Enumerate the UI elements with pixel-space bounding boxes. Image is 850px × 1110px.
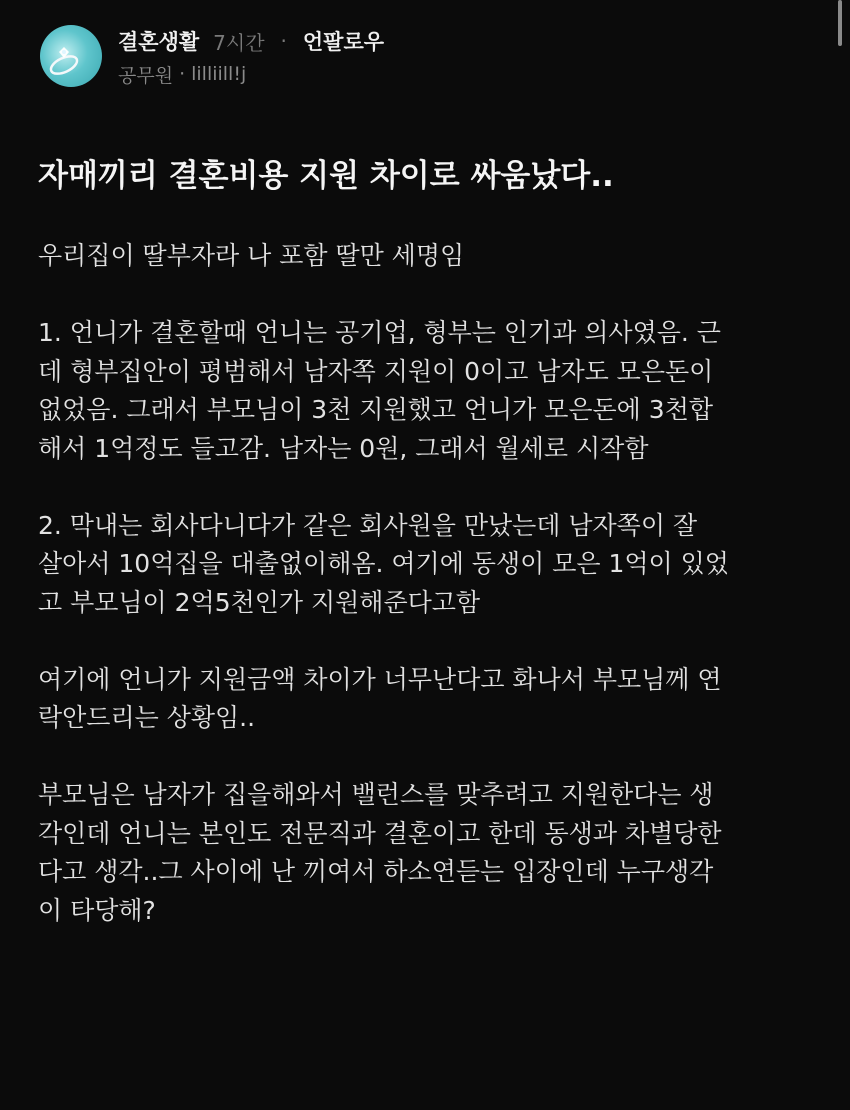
body-line: 1. 언니가 결혼할때 언니는 공기업, 형부는 인기과 의사였음. 근 [38, 318, 721, 347]
body-line: 우리집이 딸부자라 나 포함 딸만 세명임 [38, 241, 465, 270]
body-line: 고 부모님이 2억5천인가 지원해준다고함 [38, 587, 481, 617]
body-line: 여기에 언니가 지원금액 차이가 너무난다고 화나서 부모님께 연 [38, 664, 722, 694]
header-meta [118, 26, 384, 56]
body-line: 각인데 언니는 본인도 전문직과 결혼이고 한데 동생과 차별당한 [38, 818, 722, 848]
board-name-link[interactable]: 결혼생활 [118, 30, 200, 54]
separator-dot: · [280, 29, 287, 53]
body-line: 다고 생각..그 사이에 난 끼여서 하소연듣는 입장인데 누구생각 [38, 857, 714, 886]
body-line [38, 622, 818, 661]
author-info [118, 60, 246, 88]
scrollbar[interactable] [838, 0, 842, 46]
unfollow-button[interactable]: 언팔로우 [302, 30, 385, 54]
body-line [38, 468, 818, 507]
body-line: 없었음. 그래서 부모님이 3천 지원했고 언니가 모은돈에 3천합 [38, 395, 713, 424]
body-line: 살아서 10억집을 대출없이해옴. 여기에 동생이 모은 1억이 있었 [38, 549, 729, 578]
body-line: 2. 막내는 회사다니다가 같은 회사원을 만났는데 남자쪽이 잘 [38, 510, 698, 540]
author-separator: · [179, 63, 186, 85]
board-avatar[interactable] [40, 25, 102, 87]
body-line [38, 738, 818, 777]
body-line: 이 타당해? [38, 895, 156, 925]
body-line: 해서 1억정도 들고감. 남자는 0원, 그래서 월세로 시작함 [38, 433, 649, 463]
body-line: 데 형부집안이 평범해서 남자쪽 지원이 0이고 남자도 모은돈이 [38, 356, 714, 386]
author-job: 공무원 [118, 64, 174, 87]
body-line: 부모님은 남자가 집을해와서 밸런스를 맞추려고 지원한다는 생 [38, 780, 714, 809]
body-line: 락안드리는 상황임.. [38, 703, 256, 732]
post-body [38, 237, 818, 930]
author-name[interactable]: lilliill!j [191, 63, 247, 85]
post-header [40, 22, 820, 92]
ring-icon [40, 25, 102, 87]
body-line [38, 276, 818, 315]
post-time: 7시간 [213, 30, 265, 55]
post-title: 자매끼리 결혼비용 지원 차이로 싸움났다.. [38, 158, 614, 194]
